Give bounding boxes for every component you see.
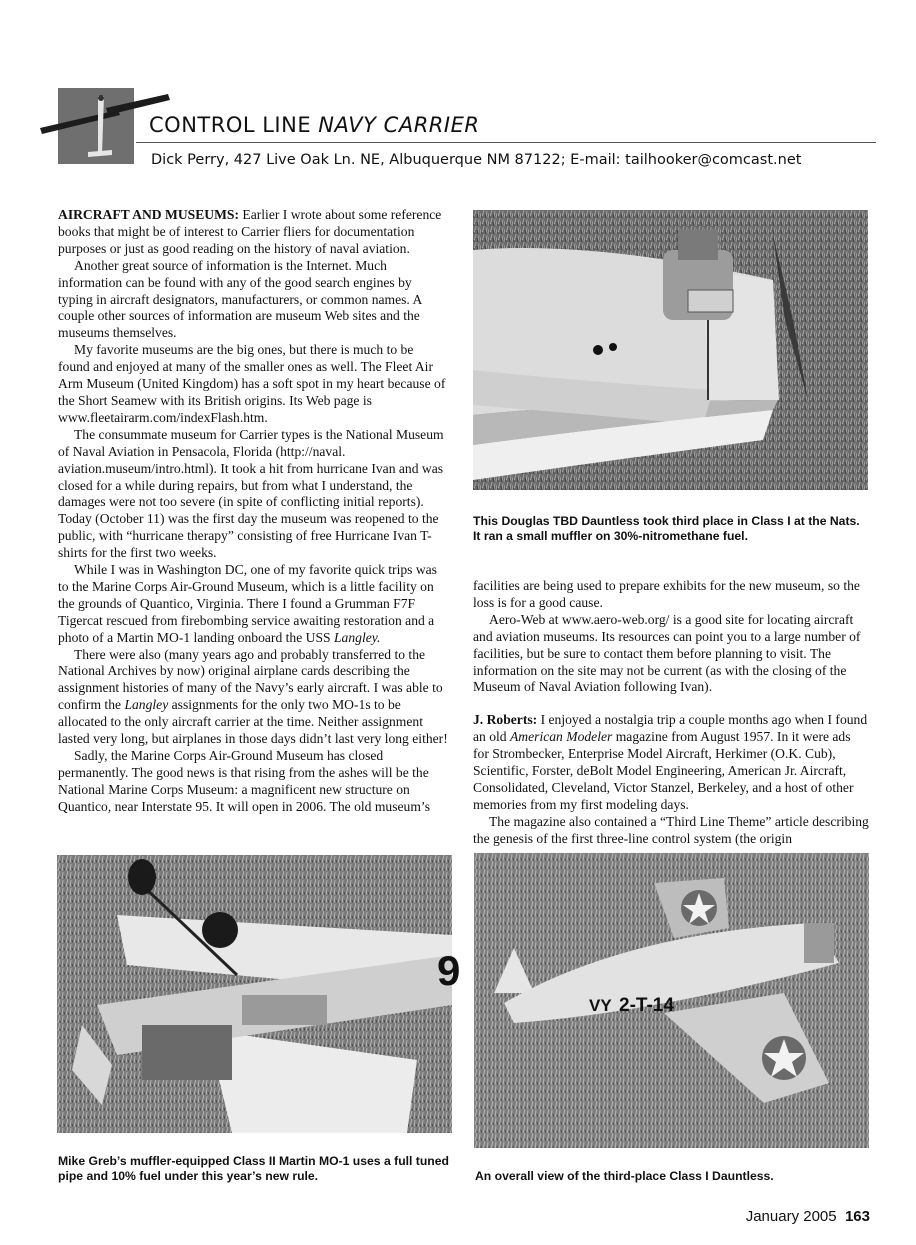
paragraph: Another great source of information is the Internet. Much information can be found with any of the good search engines by typing in aircraft designators, manufacturers, or common names. A couple other sources of information are museum Web sites and the museums themselves. (58, 257, 422, 341)
navy-fragment-label: VY (589, 996, 612, 1015)
photo-dauntless-overall (474, 853, 869, 1148)
airplane-silhouette-icon (58, 88, 134, 164)
page-folio (746, 1208, 870, 1225)
paragraph: Aero-Web at www.aero-web.org/ is a good site for locating aircraft and aviation museums. Its resources can point you to a large number of facilities, but be sure to contact them before planning to visit. The information on the site may not be current (as with the closing of the Museum of Naval Aviation following Ivan). (473, 611, 861, 695)
paragraph: There were also (many years ago and probably transferred to the National Archives by now) original airplane cards describing the assignment histories of many of the Navy’s early aircraft. I was able to confirm the Langley assignments for the only two MO-1s to be allocated to the only aircraft carrier at the time. Neither assignment lasted very long, but airplanes in those days didn’t last very long either! (58, 646, 448, 747)
paragraph: facilities are being used to prepare exhibits for the new museum, so the loss is for a good cause. (473, 578, 860, 610)
article-left-column (58, 207, 448, 816)
header-logo-photo (58, 88, 134, 164)
caption-dauntless-overall: An overall view of the third-place Class I Dauntless. (475, 1169, 774, 1183)
article-right-column (473, 578, 869, 848)
photo-tbd-nose-closeup (473, 210, 868, 490)
paragraph: J. Roberts: I enjoyed a nostalgia trip a couple months ago when I found an old American Modeler magazine from August 1957. In it were ads for Strombecker, Enterprise Model Aircraft, Herkimer (O.K. Cub), Scientific, Forster, deBolt Model Engineering, American Jr. Aircraft, Consolidated, Cleveland, Victor Stanzel, Berkeley, and a host of other memories from my first modeling days. (473, 712, 868, 812)
caption-martin-mo1: Mike Greb’s muffler-equipped Class II Martin MO-1 uses a full tuned pipe and 10% fuel under this year’s new rule. (58, 1154, 449, 1183)
paragraph: The consummate museum for Carrier types is the National Museum of Naval Aviation in Pensacola, Florida (http://naval. aviation.museum/intro.html). It took a hit from hurricane Ivan and was closed for a while during repairs, but from what I understand, the damages were not too severe (in spite of conflicting initial reports). Today (October 11) was the first day the museum was reopened to the public, with “hurricane therapy” consisting of free Hurricane Ivan T-shirts for the first two weeks. (58, 426, 444, 561)
page-number: 163 (844, 1208, 870, 1225)
issue-date: January 2005 (745, 1208, 837, 1225)
header-divider (136, 142, 876, 143)
paragraph: Sadly, the Marine Corps Air-Ground Museum has closed permanently. The good news is that rising from the ashes will be the National Marine Corps Museum: a magnificent new structure on Quantico, near Interstate 95. It will open in 2006. The old museum’s (58, 748, 430, 814)
aircraft-number-label: 2-T-14 (619, 995, 674, 1016)
paragraph: AIRCRAFT AND MUSEUMS: Earlier I wrote about some reference books that might be of interest to Carrier fliers for documentation purposes or just as good reading on the history of naval aviation. (58, 207, 442, 256)
photo-martin-mo1 (57, 855, 461, 1133)
paragraph: My favorite museums are the big ones, but there is much to be found and enjoyed at many of the smaller ones as well. The Fleet Air Arm Museum (United Kingdom) has a soft spot in my heart because of the Short Seamew with its British origins. Its Web page is www.fleetairarm.com/indexFlash.htm. (58, 342, 446, 425)
author-byline: Dick Perry, 427 Live Oak Ln. NE, Albuquerque NM 87122; E-mail: tailhooker@comcast.net (151, 152, 802, 168)
paragraph: The magazine also contained a “Third Line Theme” article describing the genesis of the first three-line control system (the origin (473, 813, 869, 846)
caption-tbd-closeup: This Douglas TBD Dauntless took third place in Class I at the Nats. It ran a small muffler on 30%-nitromethane fuel. (473, 514, 860, 543)
paragraph: While I was in Washington DC, one of my favorite quick trips was to the Marine Corps Air-Ground Museum, which is a little facility on the grounds of Quantico, Virginia. There I found a Grumman F7F Tigercat rescued from firebombing service awaiting restoration and a photo of a Martin MO-1 landing onboard the USS Langley. (58, 562, 437, 645)
column-title: CONTROL LINE NAVY CARRIER (149, 113, 480, 137)
mo1-number-label: 9 (437, 947, 461, 994)
